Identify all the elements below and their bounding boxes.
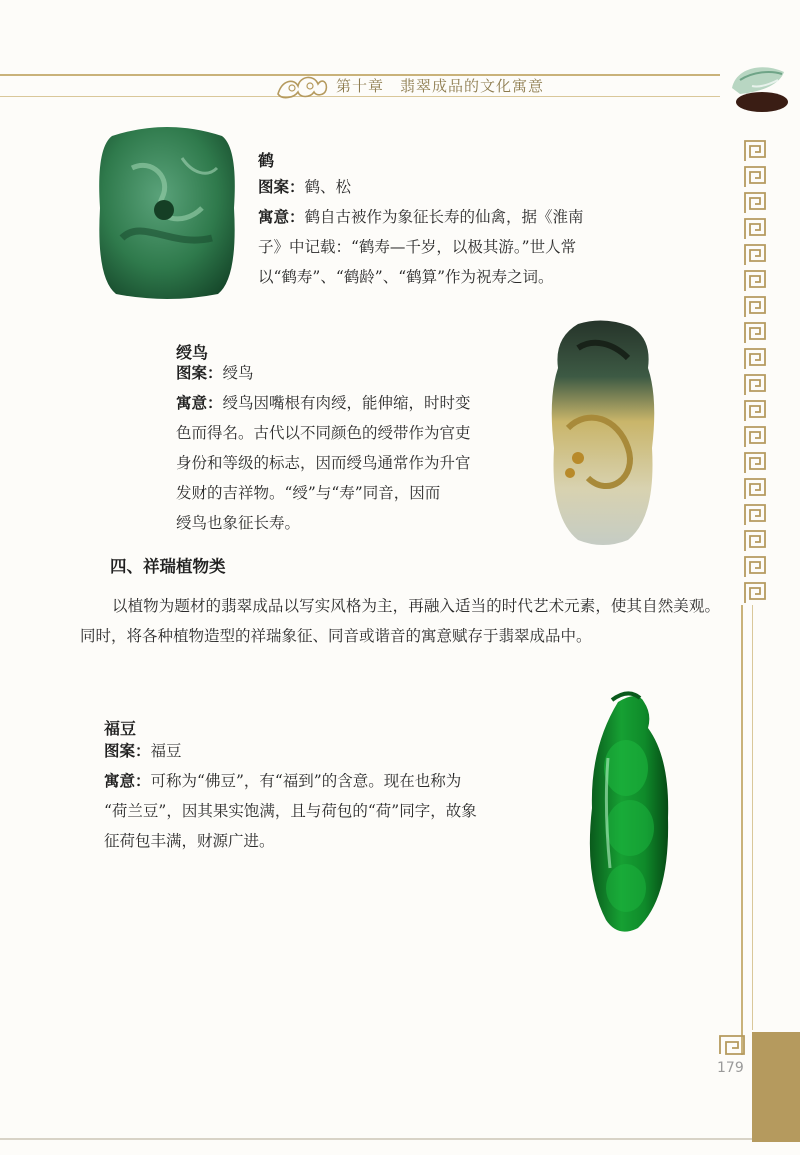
section-heading: 四、祥瑞植物类 (110, 557, 226, 576)
ribbon-bird-pattern-label: 图案： (176, 364, 223, 382)
crane-meaning-line-3: 以“鹤寿”、“鹤龄”、“鹤算”作为祝寿之词。 (258, 268, 554, 286)
crane-title: 鹤 (258, 151, 275, 170)
ribbon-bird-meaning-label: 寓意： (176, 394, 223, 412)
bean-jade-image (578, 688, 680, 936)
bean-pattern-value: 福豆 (150, 742, 182, 760)
cloud-ornament-icon (274, 68, 330, 102)
crane-meaning-text-1: 鹤自古被作为象征长寿的仙禽，据《淮南 (304, 208, 584, 226)
right-border-line (741, 605, 743, 1055)
crane-meaning-label: 寓意： (258, 208, 305, 226)
bean-meaning-label: 寓意： (104, 772, 151, 790)
ribbon-bird-meaning-text-1: 绶鸟因嘴根有肉绶，能伸缩，时时变 (222, 394, 471, 412)
ribbon-bird-pattern-line (176, 358, 254, 388)
ribbon-bird-pattern-value: 绶鸟 (222, 364, 254, 382)
crane-pattern-line (258, 172, 351, 202)
right-border-line-thin (752, 605, 753, 1030)
jade-cabbage-image (722, 58, 792, 114)
ribbon-bird-meaning-line-5: 绶鸟也象征长寿。 (176, 514, 301, 532)
ribbon-bird-meaning-line-3: 身份和等级的标志，因而绶鸟通常作为升官 (176, 454, 471, 472)
crane-pattern-label: 图案： (258, 178, 305, 196)
ribbon-bird-meaning-line-2: 色而得名。古代以不同颜色的绶带作为官吏 (176, 424, 471, 442)
header-rule-thin (0, 96, 720, 97)
crane-meaning-line-1 (258, 202, 584, 232)
crane-meaning-line-2: 子》中记载：“鹤寿—千岁，以极其游。”世人常 (258, 238, 577, 256)
bean-meaning-line-3: 征荷包丰满，财源广进。 (104, 832, 275, 850)
page-number: 179 (717, 1060, 744, 1076)
crane-jade-image (92, 118, 242, 303)
fret-border-pattern (742, 138, 768, 608)
bean-title: 福豆 (104, 719, 137, 738)
section-paragraph: 以植物为题材的翡翠成品以写实风格为主，再融入适当的时代艺术元素，使其自然美观。同时，将各种植物造型的祥瑞象征、同音或谐音的寓意赋存于翡翠成品中。 (80, 597, 720, 645)
footer-color-block (752, 1032, 800, 1142)
bean-pattern-label: 图案： (104, 742, 151, 760)
ribbon-bird-jade-image (548, 318, 658, 548)
chinese-knot-icon (718, 1034, 746, 1056)
ribbon-bird-meaning-line-1 (176, 388, 471, 418)
chapter-title: 第十章 翡翠成品的文化寓意 (336, 77, 545, 95)
bean-meaning-line-2: “荷兰豆”，因其果实饱满，且与荷包的“荷”同字，故象 (104, 802, 477, 820)
ribbon-bird-meaning-line-4: 发财的吉祥物。“绶”与“寿”同音，因而 (176, 484, 441, 502)
bottom-rule (0, 1138, 752, 1140)
bean-meaning-text-1: 可称为“佛豆”，有“福到”的含意。现在也称为 (150, 772, 462, 790)
bean-pattern-line (104, 736, 182, 766)
bean-meaning-line-1 (104, 766, 461, 796)
crane-pattern-value: 鹤、松 (304, 178, 352, 196)
ribbon-bird-title: 绶鸟 (176, 343, 209, 362)
